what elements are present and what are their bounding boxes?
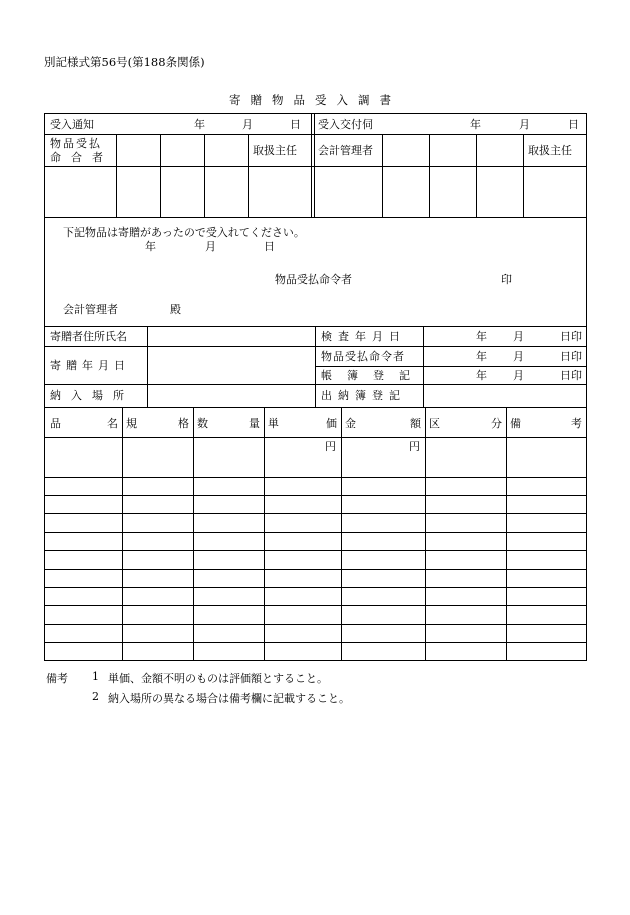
unit-price-yen: 円 [325,440,336,453]
orderer-signature-label: 物品受払命令者 [275,273,352,286]
col-item-name: 品 名 [50,417,118,430]
amount-yen: 円 [409,440,420,453]
form-reference: 別記様式第56号(第188条関係) [44,55,205,69]
donation-date-label: 寄贈年月日 [50,359,130,372]
col-remarks: 備 考 [510,417,582,430]
handler-label-right: 取扱主任 [528,144,572,157]
col-amount: 金 額 [345,417,421,430]
document-title: 寄贈物品受入調書 [229,93,401,107]
ledger-entry-label: 帳簿登記 [321,369,425,382]
col-category: 区 分 [429,417,502,430]
delivery-place-label: 納入場所 [50,389,134,402]
accountant-label: 会計管理者 [318,144,373,157]
col-quantity: 数 量 [197,417,260,430]
request-message: 下記物品は寄贈があったので受入れてください。 [63,226,305,239]
notes-label: 備考 [46,672,68,685]
col-spec: 規 格 [126,417,189,430]
receipt-delivery-label: 受入交付伺 [318,118,373,131]
handler-label: 取扱主任 [253,144,297,157]
donor-address-name-label: 寄贈者住所氏名 [50,330,127,343]
form-frame: 受入通知 年 月 日 受入交付伺 年 月 日 物品受払 命合者 取扱主任 会計管理者 取扱主任 下記物品は寄贈があったので受入れてください。 年 月 日 物品受払命令者 印 会計管理者 殿 寄贈者住所氏名 寄贈年月日 納入場所 検査年月日 物品受払命令者 帳簿登記 出納簿登記 年 月 日印 年 月 日印 年 月 日印 品 名 規 格 数 量 単 価 金 額 区 分 備 考 円 円 [44,113,587,661]
note-2: 納入場所の異なる場合は備考欄に記載すること。 [108,692,350,705]
orderer-date-label: 物品受払命令者 [321,350,405,363]
accountant-addressee: 会計管理者 [63,303,118,316]
orderer-label-line2: 命合者 [50,151,113,164]
cash-ledger-entry-label: 出納簿登記 [321,389,406,402]
inspection-date-label: 検査年月日 [321,330,406,343]
seal-mark: 印 [501,273,512,286]
honorific: 殿 [170,303,181,316]
receipt-notice-label: 受入通知 [50,118,94,131]
col-unit-price: 単 価 [268,417,337,430]
orderer-label-line1: 物品受払 [50,137,102,150]
note-1: 単価、金額不明のものは評価額とすること。 [108,672,328,685]
